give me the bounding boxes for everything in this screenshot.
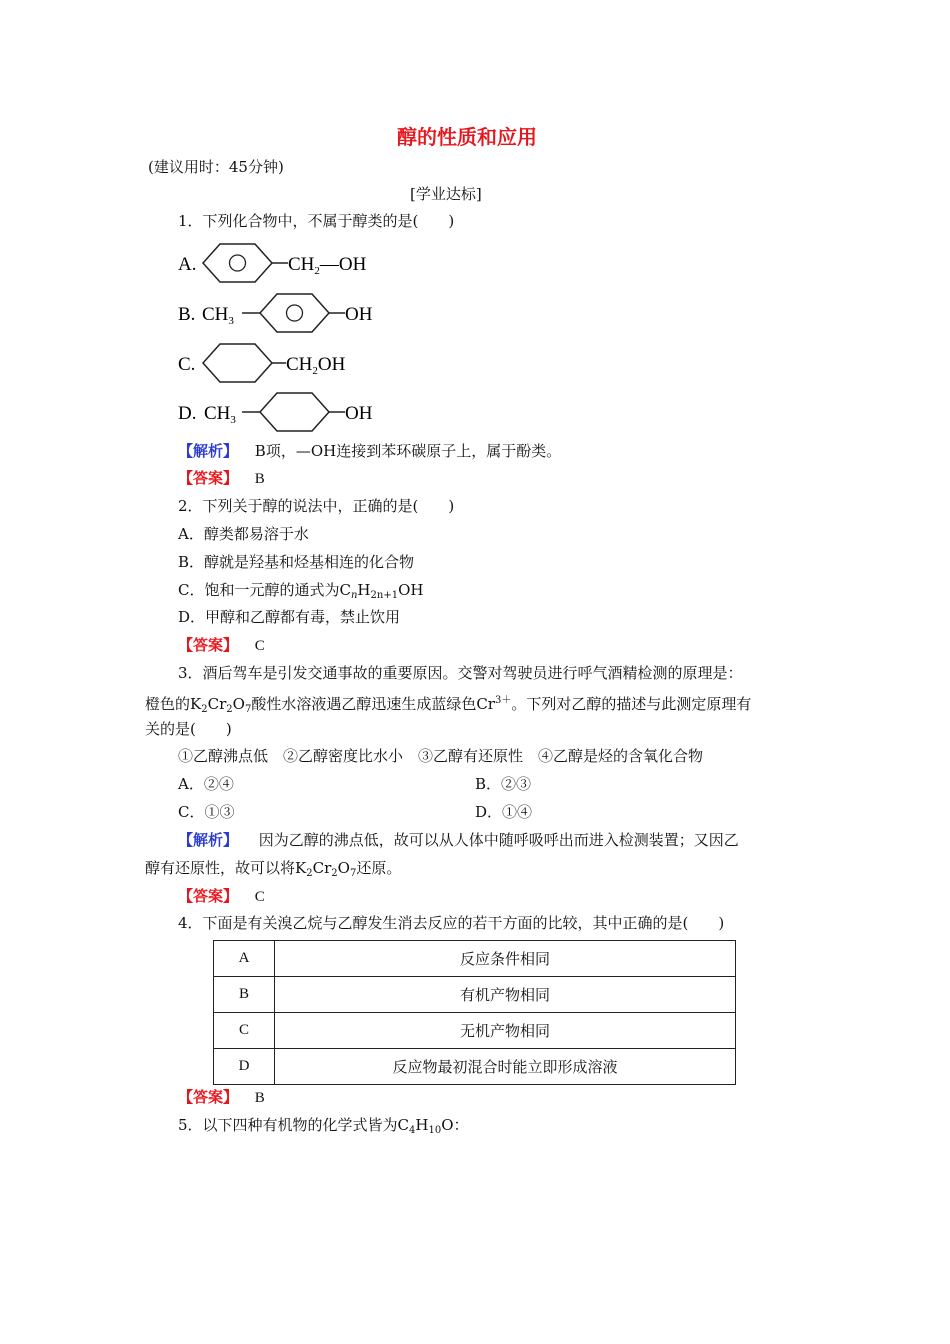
q3-analysis-2 (145, 858, 401, 884)
formula-subscript: 2n+1 (370, 590, 399, 601)
q1-option-b-letter: B. (178, 304, 196, 325)
q5-stem (178, 1115, 469, 1141)
q1-option-a-structure (178, 244, 367, 282)
q3-text: 橙色的K (145, 695, 202, 713)
formula-superscript: 3＋ (494, 695, 512, 706)
formula-o: O (337, 859, 350, 877)
q1-option-c-structure (178, 344, 346, 382)
formula-subscript: 7 (244, 704, 252, 715)
formula-subscript: n (350, 590, 358, 601)
cyclohexane-ring-icon (260, 393, 329, 431)
table-cell-value: 无机产物相同 (275, 1013, 736, 1049)
q1-analysis (178, 441, 561, 461)
formula-o: O (232, 695, 245, 713)
q1-analysis-text: B项，—OH连接到苯环碳原子上，属于酚类。 (254, 442, 562, 460)
table-cell-value: 反应物最初混合时能立即形成溶液 (275, 1049, 736, 1085)
q3-statements: ①乙醇沸点低 ②乙醇密度比水小 ③乙醇有还原性 ④乙醇是烃的含氧化合物 (178, 747, 704, 765)
table-row (214, 1013, 736, 1049)
q2-option-b: B．醇就是羟基和烃基相连的化合物 (178, 553, 415, 571)
q4-answer (178, 1087, 265, 1108)
page-title: 醇的性质和应用 (397, 125, 537, 149)
q5-text: O： (441, 1116, 469, 1134)
q3-line-2 (145, 691, 751, 720)
formula-subscript: 2 (201, 704, 208, 715)
q1-answer-value: B (254, 471, 265, 487)
q3-analysis-1 (178, 830, 739, 850)
answer-tag: 【答案】 (178, 469, 239, 487)
q3-analysis-text: 还原。 (356, 859, 402, 877)
q2-answer-value: C (254, 638, 265, 654)
formula-cr: Cr (207, 695, 227, 713)
formula-subscript: 10 (428, 1125, 442, 1136)
formula-subscript: 4 (409, 1125, 416, 1136)
q4-answer-value: B (254, 1090, 265, 1106)
q1-option-a-letter: A. (178, 254, 197, 275)
q1-option-b-left-group: $CH_3$ (202, 304, 234, 327)
answer-tag: 【答案】 (178, 887, 239, 905)
answer-tag: 【答案】 (178, 636, 239, 654)
q1-option-d-right-group: OH (345, 403, 373, 424)
q3-answer (178, 886, 265, 907)
q4-comparison-table (213, 940, 736, 1085)
q3-text: 。下列对乙醇的描述与此测定原理有 (511, 695, 752, 713)
q1-option-d-letter: D. (178, 403, 197, 424)
q2-stem: 2．下列关于醇的说法中，正确的是( ) (178, 497, 455, 515)
q1-option-c-group: $CH_2OH$ (286, 354, 346, 377)
benzene-ring-icon (260, 294, 329, 332)
table-row (214, 941, 736, 977)
time-note: (建议用时：45分钟) (148, 158, 284, 176)
q2-option-d: D．甲醇和乙醇都有毒，禁止饮用 (178, 608, 401, 626)
q3-line-3: 关的是( ) (145, 720, 232, 738)
q3-option-b: B．②③ (475, 775, 532, 793)
q5-text: 5．以下四种有机物的化学式皆为C (178, 1116, 410, 1134)
q1-option-a-group: $CH_2—OH$ (288, 254, 367, 277)
table-cell-value: 反应条件相同 (275, 941, 736, 977)
formula-subscript: 2 (226, 704, 233, 715)
formula-subscript: 7 (349, 868, 357, 879)
q1-option-d-left-group: $CH_3$ (204, 403, 236, 426)
formula-h: H (357, 581, 371, 599)
table-cell-key: C (214, 1013, 275, 1049)
table-row (214, 1049, 736, 1085)
aromatic-circle-icon (230, 255, 246, 271)
q2-option-a: A．醇类都易溶于水 (178, 525, 309, 543)
q3-analysis-text: 醇有还原性，故可以将K (145, 859, 307, 877)
q1-option-b-structure (178, 294, 373, 332)
benzene-ring-icon (203, 244, 272, 282)
q2-answer (178, 635, 265, 656)
q1-option-d-structure (178, 393, 373, 431)
table-cell-key: B (214, 977, 275, 1013)
analysis-tag: 【解析】 (178, 831, 239, 849)
q1-answer (178, 468, 265, 489)
aromatic-circle-icon (287, 305, 303, 321)
q1-option-c-letter: C. (178, 354, 196, 375)
cyclohexane-ring-icon (203, 344, 272, 382)
table-cell-value: 有机产物相同 (275, 977, 736, 1013)
analysis-tag: 【解析】 (178, 442, 239, 460)
table-row (214, 977, 736, 1013)
section-heading: [学业达标] (410, 185, 482, 203)
q3-answer-value: C (254, 889, 265, 905)
q1-options-structures (170, 237, 570, 437)
q4-stem: 4．下面是有关溴乙烷与乙醇发生消去反应的若干方面的比较，其中正确的是( ) (178, 914, 725, 932)
q3-text: 酸性水溶液遇乙醇迅速生成蓝绿色Cr (251, 695, 495, 713)
q3-option-d: D．①④ (475, 803, 533, 821)
q3-line-1: 3．酒后驾车是引发交通事故的重要原因。交警对驾驶员进行呼气酒精检测的原理是： (178, 664, 743, 682)
q3-option-c: C．①③ (178, 803, 235, 821)
answer-tag: 【答案】 (178, 1088, 239, 1106)
formula-oh: OH (398, 581, 424, 599)
formula-subscript: 2 (306, 868, 313, 879)
formula-h: H (415, 1116, 429, 1134)
table-cell-key: D (214, 1049, 275, 1085)
q3-option-a: A．②④ (178, 775, 234, 793)
q2-option-c-text: C．饱和一元醇的通式为C (178, 581, 351, 599)
formula-cr: Cr (312, 859, 332, 877)
table-cell-key: A (214, 941, 275, 977)
q3-analysis-text: 因为乙醇的沸点低，故可以从人体中随呼吸呼出而进入检测装置；又因乙 (258, 831, 739, 849)
q2-option-c (178, 580, 423, 606)
q1-option-b-right-group: OH (345, 304, 373, 325)
q1-stem: 1．下列化合物中，不属于醇类的是( ) (178, 212, 455, 230)
formula-subscript: 2 (331, 868, 338, 879)
